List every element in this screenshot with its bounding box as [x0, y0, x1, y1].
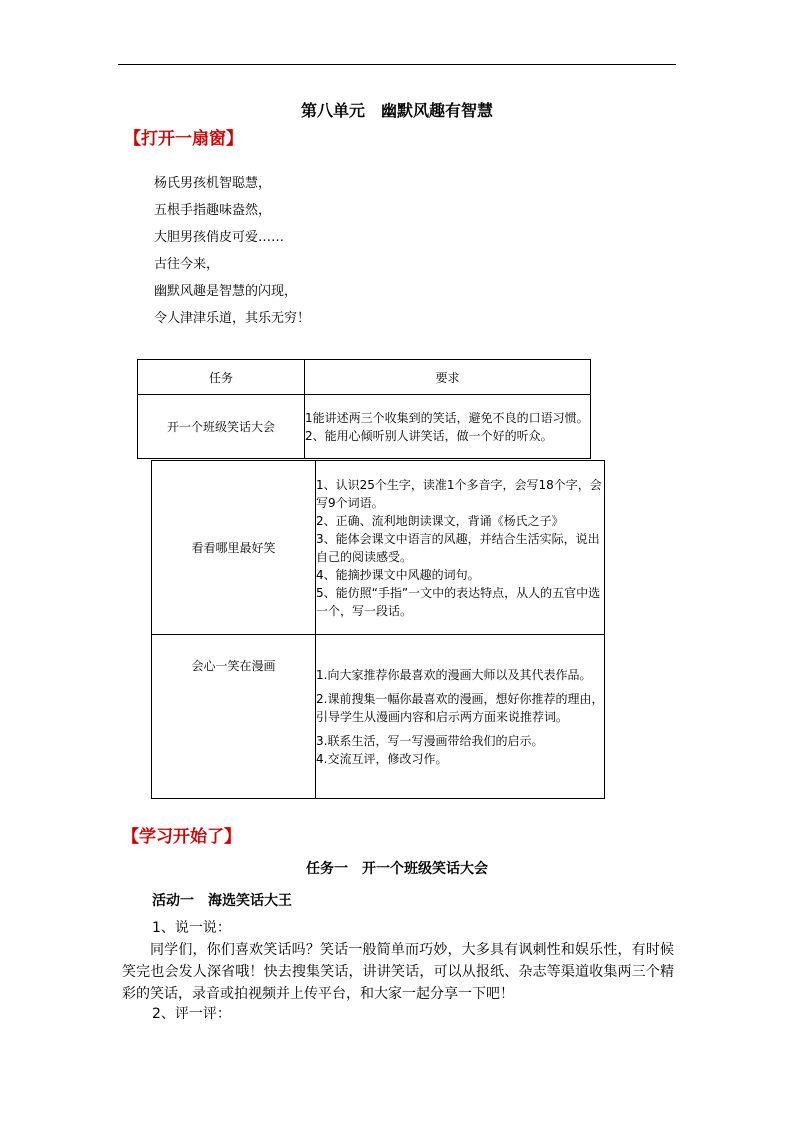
task-cell: 看看哪里最好笑: [152, 461, 316, 635]
poem-line: 令人津津乐道，其乐无穷！: [154, 311, 311, 326]
header-requirement: 要求: [305, 360, 591, 395]
task-cell: 会心一笑在漫画: [152, 635, 316, 799]
requirement-cell: [316, 635, 605, 799]
poem-line: 幽默风趣是智慧的闪现，: [154, 284, 298, 299]
requirement-line: 5、能仿照“手指”一文中的表达特点，从人的五官中选一个，写一段话。: [316, 585, 601, 618]
poem-line: 五根手指趣味盎然，: [154, 203, 272, 218]
requirement-line: 2、正确、流利地朗读课文，背诵《杨氏之子》: [316, 513, 564, 528]
task-table-top: [137, 359, 591, 459]
task-cell: 开一个班级笑话大会: [138, 395, 305, 459]
section-open-window-label: 【打开一扇窗】: [124, 129, 243, 149]
task-one-title: 任务一 开一个班级笑话大会: [306, 861, 488, 877]
requirement-line: 1、认识25个生字，读准1个多音字，会写18个字，会写9个词语。: [316, 477, 602, 510]
requirement-cell: [316, 461, 605, 635]
step-evaluate: 2、评一评：: [152, 1006, 231, 1022]
requirement-line: 2、能用心倾听别人讲笑话，做一个好的听众。: [305, 428, 553, 443]
unit-title: 第八单元 幽默风趣有智慧: [300, 101, 493, 120]
task-table-bottom: [151, 460, 605, 799]
poem-line: 大胆男孩俏皮可爱……: [154, 230, 285, 245]
intro-paragraph: 同学们，你们喜欢笑话吗？笑话一般简单而巧妙，大多具有讽刺性和娱乐性，有时候笑完也会发人深省哦！快去搜集笑话，讲讲笑话，可以从报纸、杂志等渠道收集两三个精彩的笑话，录音或拍视频并上传平台，和大家一起分享一下吧！: [122, 942, 674, 1002]
header-task: 任务: [138, 360, 305, 395]
activity-one-title: 活动一 海选笑话大王: [152, 893, 292, 909]
header-rule: [118, 64, 676, 65]
poem-line: 古往今来，: [154, 257, 220, 272]
requirement-cell: [305, 395, 591, 459]
requirement-line: 3.联系生活，写一写漫画带给我们的启示。 4.交流互评，修改习作。: [316, 733, 544, 766]
requirement-line: 1能讲述两三个收集到的笑话，避免不良的口语习惯。: [305, 410, 589, 425]
requirement-line: 2.课前搜集一幅你最喜欢的漫画，想好你推荐的理由，引导学生从漫画内容和启示两方面来说推荐词。: [316, 691, 604, 724]
requirement-line: 1.向大家推荐你最喜欢的漫画大师以及其代表作品。: [316, 667, 592, 682]
requirement-line: 3、能体会课文中语言的风趣，并结合生活实际，说出自己的阅读感受。: [316, 531, 600, 564]
poem-line: 杨氏男孩机智聪慧，: [154, 176, 272, 191]
section-learning-start-label: 【学习开始了】: [122, 827, 241, 847]
requirement-line: 4、能摘抄课文中风趣的词句。: [316, 567, 480, 582]
step-say: 1、说一说：: [152, 920, 231, 936]
